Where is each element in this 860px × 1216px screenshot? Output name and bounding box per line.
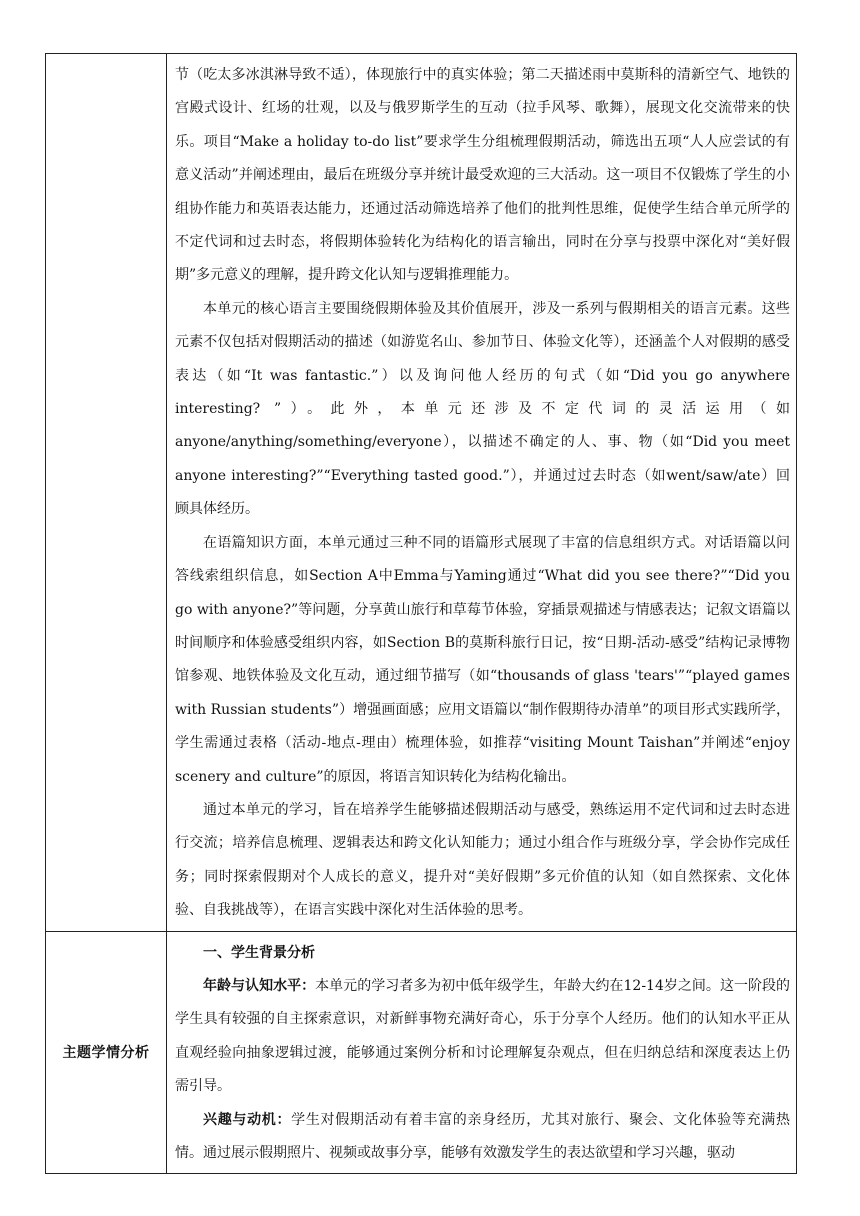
row-label-learner-analysis: 主题学情分析 [62,1045,150,1062]
paragraph-lead: 年龄与认知水平： [203,977,316,994]
content-cell [167,931,797,1174]
table-row-unit-analysis [46,54,797,932]
section-heading: 一、学生背景分析 [203,944,315,961]
unit-analysis-content [167,54,796,931]
paragraph-interest-motivation [175,1104,790,1171]
learner-analysis-content [167,932,796,1174]
paragraph-lead: 兴趣与动机： [203,1111,292,1128]
lesson-plan-table [45,53,797,1174]
table-row-learner-analysis [46,931,797,1174]
paragraph-discourse-knowledge: 在语篇知识方面，本单元通过三种不同的语篇形式展现了丰富的信息组织方式。对话语篇以问答线索组织信息，如Section A中Emma与Yaming通过“What did you see there?”“Did you go with anyone?”等问题，分享黄山旅行和草莓节体验，穿插景观描述与情感表达；记叙文语篇以时间顺序和体验感受组织内容，如Section B的莫斯科旅行日记，按“日期-活动-感受”结构记录博物馆参观、地铁体验及文化互动，通过细节描写（如“thousands of glass 'tears'”“played games with Russian students”）增强画面感；应用文语篇以“制作假期待办清单”的项目形式实践所学，学生需通过表格（活动-地点-理由）梳理体验，如推荐“visiting Mount Taishan”并阐述“enjoy scenery and culture”的原因，将语言知识转化为结构化输出。 [175,534,790,785]
row-label-cell [46,931,167,1174]
paragraph-core-language: 本单元的核心语言主要围绕假期体验及其价值展开，涉及一系列与假期相关的语言元素。这些元素不仅包括对假期活动的描述（如游览名山、参加节日、体验文化等），还涵盖个人对假期的感受表达（如“It was fantastic.”）以及询问他人经历的句式（如“Did you go anywhere interesting? ”）。此外，本单元还涉及不定代词的灵活运用（如anyone/anything/something/everyone），以描述不确定的人、事、物（如“Did you meet anyone interesting?”“Everything tasted good.”），并通过过去时态（如went/saw/ate）回顾具体经历。 [175,300,790,518]
paragraph-body: 学生对假期活动有着丰富的亲身经历，尤其对旅行、聚会、文化体验等充满热情。通过展示假期照片、视频或故事分享，能够有效激发学生的表达欲望和学习兴趣，驱动 [175,1111,791,1161]
paragraph-learning-goals: 通过本单元的学习，旨在培养学生能够描述假期活动与感受，熟练运用不定代词和过去时态进行交流；培养信息梳理、逻辑表达和跨文化认知能力；通过小组合作与班级分享，学会协作完成任务；同时探索假期对个人成长的意义，提升对“美好假期”多元价值的认知（如自然探索、文化体验、自我挑战等），在语言实践中深化对生活体验的思考。 [175,801,790,919]
paragraph-body: 本单元的学习者多为初中低年级学生，年龄大约在12-14岁之间。这一阶段的学生具有较强的自主探索意识，对新鲜事物充满好奇心，乐于分享个人经历。他们的认知水平正从直观经验向抽象逻辑过渡，能够通过案例分析和讨论理解复杂观点，但在归纳总结和深度表达上仍需引导。 [175,977,791,1095]
row-label-cell-empty [46,54,167,932]
paragraph-continuation: 节（吃太多冰淇淋导致不适），体现旅行中的真实体验；第二天描述雨中莫斯科的清新空气、地铁的宫殿式设计、红场的壮观，以及与俄罗斯学生的互动（拉手风琴、歌舞），展现文化交流带来的快乐。项目“Make a holiday to-do list”要求学生分组梳理假期活动，筛选出五项“人人应尝试的有意义活动”并阐述理由，最后在班级分享并统计最受欢迎的三大活动。这一项目不仅锻炼了学生的小组协作能力和英语表达能力，还通过活动筛选培养了他们的批判性思维，促使学生结合单元所学的不定代词和过去时态，将假期体验转化为结构化的语言输出，同时在分享与投票中深化对“美好假期”多元意义的理解，提升跨文化认知与逻辑推理能力。 [175,67,790,284]
content-cell [167,54,797,932]
paragraph-age-cognition [175,970,790,1104]
